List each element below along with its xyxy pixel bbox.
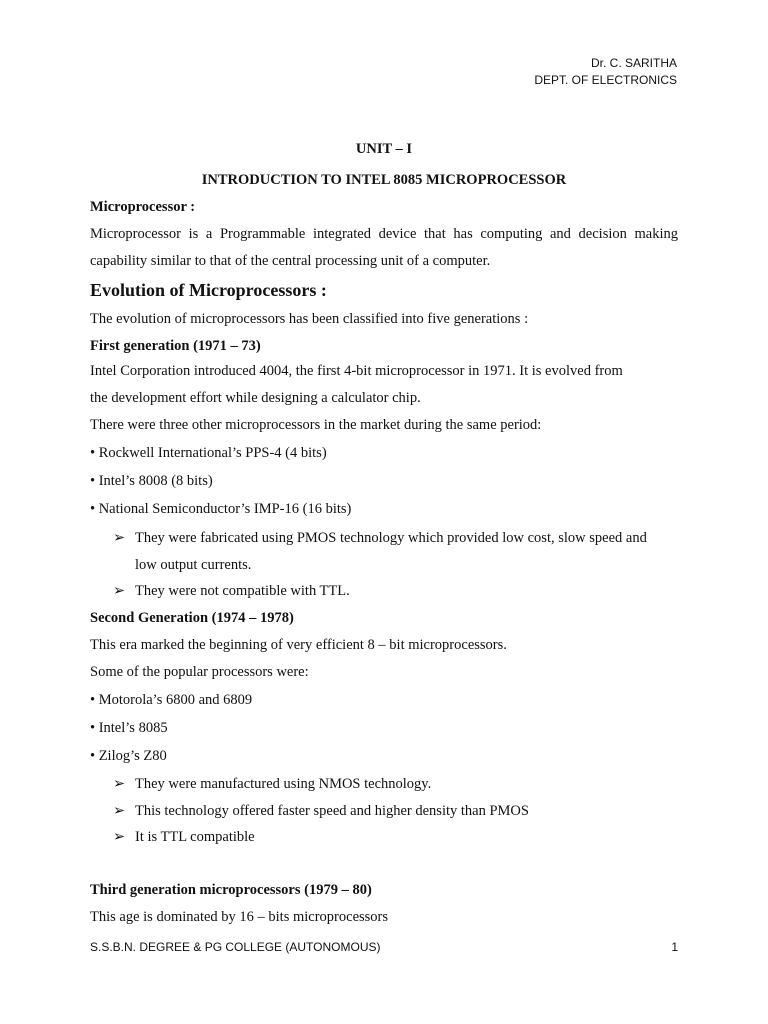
author-name: Dr. C. SARITHA [590,56,677,70]
second-gen-paragraph-1: This era marked the beginning of very efficient 8 – bit microprocessors. [90,637,507,653]
chapter-title: INTRODUCTION TO INTEL 8085 MICROPROCESSOR [201,172,567,188]
first-gen-paragraph-3: There were three other microprocessors in the market during the same period: [90,417,542,433]
list-item: • Rockwell International’s PPS-4 (4 bits) [90,445,327,461]
arrow-bullet-icon: ➢ [113,530,126,546]
second-generation-heading: Second Generation (1974 – 1978) [90,610,294,626]
microprocessor-definition-line-2: capability similar to that of the central processing unit of a computer. [90,253,491,269]
list-item: • Motorola’s 6800 and 6809 [90,692,253,708]
evolution-intro: The evolution of microprocessors has been classified into five generations : [90,311,529,327]
page-header [534,55,677,89]
first-gen-paragraph-1: Intel Corporation introduced 4004, the first 4-bit microprocessor in 1971. It is evolved from [90,363,623,379]
second-gen-paragraph-2: Some of the popular processors were: [90,664,309,680]
third-generation-heading: Third generation microprocessors (1979 – 80) [90,882,372,898]
microprocessor-heading: Microprocessor : [90,199,196,215]
third-gen-paragraph-1: This age is dominated by 16 – bits microprocessors [90,909,389,925]
college-name: S.S.B.N. DEGREE & PG COLLEGE (AUTONOMOUS) [90,940,381,954]
first-generation-heading: First generation (1971 – 73) [90,338,261,354]
list-item: • Zilog’s Z80 [90,748,167,764]
list-item: ➢ They were not compatible with TTL. [113,583,350,599]
page-number: 1 [671,940,678,954]
evolution-heading: Evolution of Microprocessors : [90,280,327,300]
list-item: • Intel’s 8085 [90,720,168,736]
arrow-bullet-icon: ➢ [113,803,126,819]
list-item: ➢ They were manufactured using NMOS technology. [113,776,432,792]
department: DEPT. OF ELECTRONICS [534,73,677,87]
first-gen-paragraph-2: the development effort while designing a calculator chip. [90,390,421,406]
list-item-continuation: low output currents. [135,557,252,573]
list-item: • Intel’s 8008 (8 bits) [90,473,213,489]
list-item: ➢ This technology offered faster speed and higher density than PMOS [113,803,529,819]
list-item: ➢ They were fabricated using PMOS technology which provided low cost, slow speed and [113,530,647,546]
arrow-bullet-icon: ➢ [113,776,126,792]
unit-title: UNIT – I [355,141,413,157]
arrow-bullet-icon: ➢ [113,583,126,599]
list-item: • National Semiconductor’s IMP-16 (16 bits) [90,501,352,517]
arrow-bullet-icon: ➢ [113,829,126,845]
list-item: ➢ It is TTL compatible [113,829,255,845]
page-footer [90,940,678,954]
microprocessor-definition-line-1: Microprocessor is a Programmable integrated device that has computing and decision making [90,226,678,242]
